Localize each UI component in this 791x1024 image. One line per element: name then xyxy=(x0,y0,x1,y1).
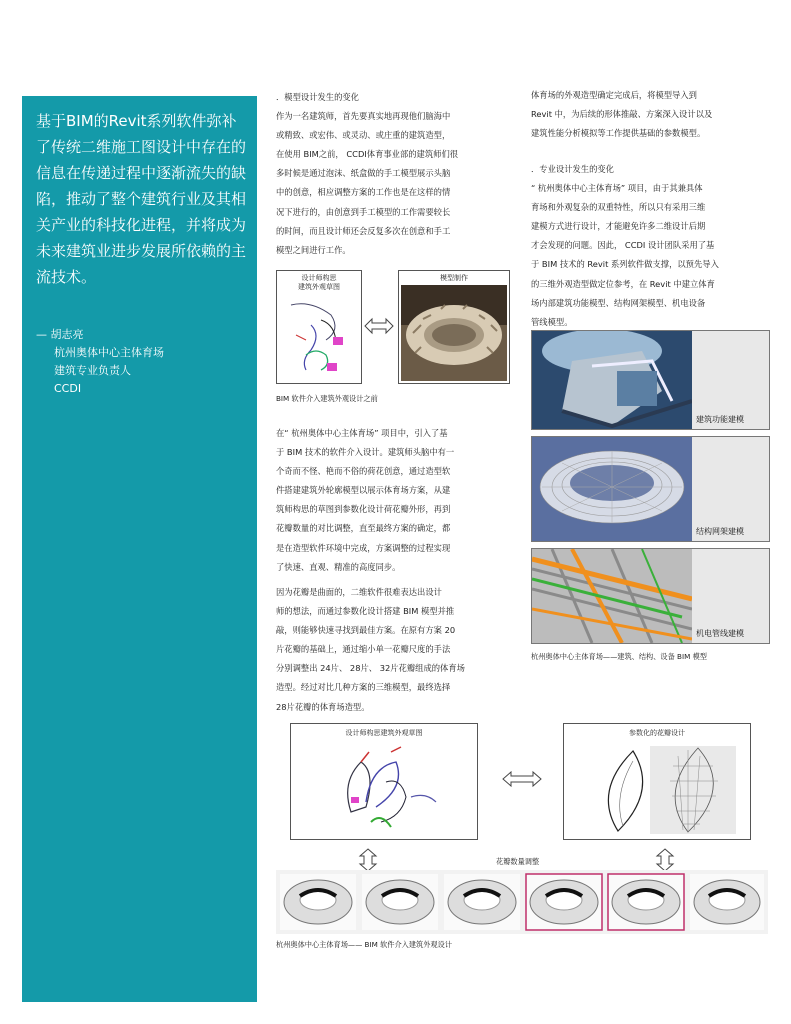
signature-role: 建筑专业负责人 xyxy=(54,364,131,377)
petal-variants-render xyxy=(276,870,768,934)
paragraph-line: 管线模型。 xyxy=(531,316,573,327)
figure1-caption: BIM 软件介入建筑外观设计之前 xyxy=(276,394,378,403)
bottom-double-arrow-icon xyxy=(502,770,542,788)
paragraph-line: 建模方式进行设计，才能避免许多二维设计后期 xyxy=(531,221,706,232)
paragraph-line: 片花瓣的基础上，通过缩小单一花瓣尺度的手法 xyxy=(276,644,451,655)
bottom-sketch-title: 设计师构思建筑外观草图 xyxy=(345,729,423,737)
bottom-sketch-box xyxy=(290,723,478,840)
paragraph-line: 体育场的外观造型确定完成后，将模型导入到 xyxy=(531,90,697,100)
architecture-label-panel xyxy=(692,331,769,429)
paragraph-line: 个奇而不怪、艳而不俗的荷花创意，通过造型软 xyxy=(276,466,451,477)
paragraph-line: 的时间，而且设计师还会反复多次在创意和手工 xyxy=(276,225,451,236)
structure-model-photo xyxy=(531,436,770,542)
sketch-figure-box xyxy=(276,270,362,384)
paragraph-line: 师的想法，而通过参数化设计搭建 BIM 模型并推 xyxy=(276,606,455,617)
paragraph-line: 因为花瓣是曲面的，二维软件很难表达出设计 xyxy=(276,587,442,597)
paragraph-line: 模型之间进行工作。 xyxy=(276,244,351,255)
architecture-model-render xyxy=(532,331,692,429)
quote-sidebar xyxy=(22,96,257,1002)
paragraph-line: 件搭建建筑外轮廓模型以展示体育场方案，从建 xyxy=(276,485,451,496)
revit-import-paragraph xyxy=(531,86,712,143)
model-change-paragraph xyxy=(276,88,458,260)
paragraph-line: 了快速、直观、精准的高度同步。 xyxy=(276,561,401,572)
down-arrow-left-icon xyxy=(358,848,378,872)
paragraph-line: 中的创意，相应调整方案的工作也是在这样的情 xyxy=(276,187,451,198)
sketch-drawing xyxy=(281,295,357,379)
signature-name: — 胡志亮 xyxy=(36,328,84,341)
model-photo-box xyxy=(398,270,510,384)
structure-model-label: 结构网架建模 xyxy=(696,527,744,536)
paragraph-line: Revit 中，为后续的形体推敲、方案深入设计以及 xyxy=(531,109,713,120)
structure-label-panel xyxy=(692,437,769,541)
mep-model-render xyxy=(532,549,692,643)
mep-model-photo xyxy=(531,548,770,644)
paragraph-line: 多时候是通过泡沫、纸盒做的手工模型展示头脑 xyxy=(276,168,451,179)
paragraph-line: 筑师构思的草图到参数化设计荷花瓣外形，再到 xyxy=(276,504,451,515)
petal-paragraph xyxy=(276,583,465,717)
bottom-sketch-drawing xyxy=(331,742,451,836)
quote-signature xyxy=(36,326,164,398)
paragraph-line: ．专业设计发生的变化 xyxy=(531,164,614,174)
signature-project: 杭州奥体中心主体育场 xyxy=(54,346,164,359)
paragraph-line: 育场和外观复杂的双重特性，所以只有采用三维 xyxy=(531,202,706,213)
paragraph-line: 才会发现的问题。因此， CCDI 设计团队采用了基 xyxy=(531,240,715,251)
discipline-change-paragraph xyxy=(531,160,719,332)
paragraph-line: 是在造型软件环境中完成，方案调整的过程实现 xyxy=(276,542,451,553)
bottom-caption: 杭州奥体中心主体育场—— BIM 软件介入建筑外观设计 xyxy=(276,940,452,949)
double-arrow-icon xyxy=(364,317,394,335)
paragraph-line: 或精致、或宏伟、或灵动、或庄重的建筑造型， xyxy=(276,130,451,141)
parametric-petal-title: 参数化的花瓣设计 xyxy=(629,729,685,737)
petal-count-label: 花瓣数量调整 xyxy=(496,857,540,866)
architecture-model-photo xyxy=(531,330,770,430)
paragraph-line: 于 BIM 技术的 Revit 系列软件做支撑，以预先导入 xyxy=(531,259,719,270)
paragraph-line: 作为一名建筑师，首先要真实地再现他们脑海中 xyxy=(276,111,451,122)
paragraph-line: 敲，则能够快速寻找到最佳方案。在原有方案 20 xyxy=(276,625,456,636)
structure-model-render xyxy=(532,437,692,541)
mep-model-label: 机电管线建模 xyxy=(696,629,744,638)
physical-model-photo xyxy=(401,285,507,381)
parametric-petal-drawing xyxy=(588,746,738,836)
paragraph-line: 场内部建筑功能模型、结构网架模型、机电设备 xyxy=(531,297,706,308)
model-photo-title: 模型制作 xyxy=(440,274,468,282)
paragraph-line: 在使用 BIM之前， CCDI体育事业部的建筑师们很 xyxy=(276,149,459,160)
paragraph-line: 造型。经过对比几种方案的三维模型，最终选择 xyxy=(276,682,451,693)
parametric-petal-box xyxy=(563,723,751,840)
bim-intro-paragraph xyxy=(276,424,454,577)
paragraph-line: 况下进行的，由创意到手工模型的工作需要较长 xyxy=(276,206,451,217)
architecture-model-label: 建筑功能建模 xyxy=(696,415,744,424)
petal-variants-strip xyxy=(276,870,768,934)
sketch-subtitle: 建筑外观草图 xyxy=(298,283,340,291)
paragraph-line: ．模型设计发生的变化 xyxy=(276,92,359,102)
down-arrow-right-icon xyxy=(655,848,675,872)
sketch-title: 设计师构思 xyxy=(301,274,337,282)
paragraph-line: “ 杭州奥体中心主体育场” 项目，由于其兼具体 xyxy=(531,183,703,194)
models-caption: 杭州奥体中心主体育场——建筑、结构、设备 BIM 模型 xyxy=(531,652,707,661)
pull-quote: 基于BIM的Revit系列软件弥补了传统二维施工图设计中存在的信息在传递过程中逐渐流失的缺陷，推动了整个建筑行业及其相关产业的科技化进程，并将成为未来建筑业进步发展所依赖的主流技术。 xyxy=(36,112,247,286)
paragraph-line: 在“ 杭州奥体中心主体育场” 项目中，引入了基 xyxy=(276,428,448,438)
signature-company: CCDI xyxy=(54,382,82,395)
paragraph-line: 花瓣数量的对比调整，直至最终方案的确定，都 xyxy=(276,523,451,534)
paragraph-line: 的三维外观造型做定位参考，在 Revit 中建立体育 xyxy=(531,278,715,289)
paragraph-line: 28片花瓣的体育场造型。 xyxy=(276,701,370,712)
paragraph-line: 分别调整出 24片、 28片、 32片花瓣组成的体育场 xyxy=(276,663,465,674)
paragraph-line: 于 BIM 技术的软件介入设计。建筑师头脑中有一 xyxy=(276,447,455,458)
paragraph-line: 建筑性能分析模拟等工作提供基础的参数模型。 xyxy=(531,128,706,139)
mep-label-panel xyxy=(692,549,769,643)
